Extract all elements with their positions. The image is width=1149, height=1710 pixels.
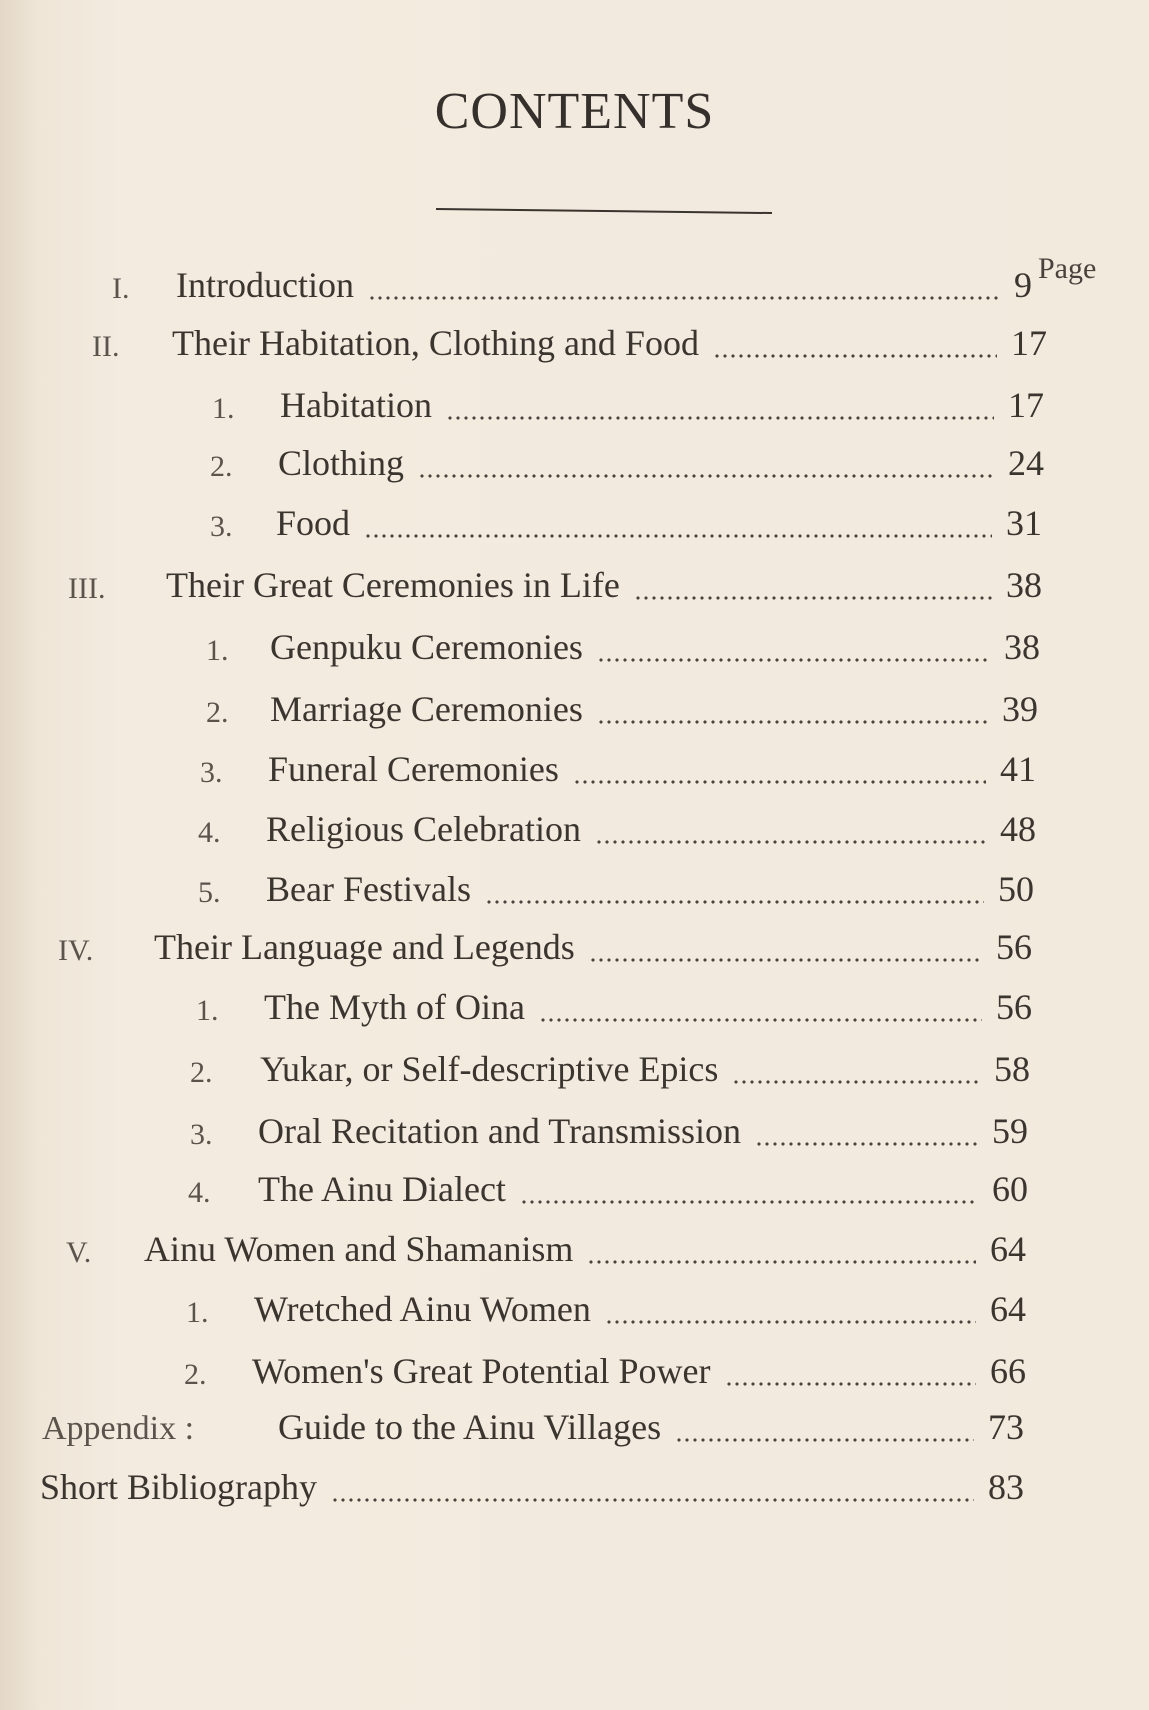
dot-leader (418, 474, 994, 478)
entry-page-number: 31 (1006, 503, 1042, 543)
entry-title: Introduction (176, 265, 354, 305)
entry-page-number: 41 (1000, 749, 1036, 789)
dot-leader (539, 1018, 982, 1022)
dot-leader (725, 1382, 977, 1386)
dot-leader (364, 534, 992, 538)
dot-leader (587, 1260, 976, 1264)
entry-number: IV. (58, 934, 94, 967)
entry-title: Bear Festivals (266, 869, 471, 909)
entry-title: Genpuku Ceremonies (270, 627, 583, 667)
toc-entry (264, 984, 1040, 1028)
toc-entry (166, 562, 1050, 606)
entry-number: 5. (198, 876, 221, 909)
dot-leader (446, 416, 994, 420)
toc-entry (252, 1348, 1034, 1392)
entry-title: Yukar, or Self-descriptive Epics (260, 1049, 719, 1089)
entry-page-number: 66 (990, 1351, 1026, 1391)
entry-number: 2. (190, 1056, 213, 1089)
page-column-header: Page (1038, 252, 1097, 285)
dot-leader (368, 296, 1000, 300)
toc-entry (40, 1464, 1032, 1508)
toc-entry (144, 1226, 1034, 1270)
entry-page-number: 73 (988, 1407, 1024, 1447)
entry-page-number: 58 (994, 1049, 1030, 1089)
entry-title: Their Language and Legends (154, 927, 575, 967)
entry-title: Funeral Ceremonies (268, 749, 559, 789)
dot-leader (589, 958, 982, 962)
entry-number: II. (92, 330, 120, 363)
entry-title: The Ainu Dialect (258, 1169, 506, 1209)
toc-entry (176, 262, 1058, 306)
entry-number: Appendix : (42, 1410, 195, 1447)
entry-page-number: 64 (990, 1289, 1026, 1329)
dot-leader (573, 780, 986, 784)
entry-page-number: 39 (1002, 689, 1038, 729)
entry-title: Oral Recitation and Transmission (258, 1111, 741, 1151)
entry-page-number: 56 (996, 927, 1032, 967)
entry-page-number: 48 (1000, 809, 1036, 849)
toc-entry (280, 382, 1052, 426)
page-title: CONTENTS (434, 83, 715, 140)
entry-page-number: 24 (1008, 443, 1044, 483)
entry-number: V. (66, 1236, 92, 1269)
entry-page-number: 83 (988, 1467, 1024, 1507)
toc-entry (258, 1166, 1036, 1210)
dot-leader (595, 840, 986, 844)
entry-title: Their Great Ceremonies in Life (166, 565, 620, 605)
entry-number: 4. (188, 1176, 211, 1209)
entry-page-number: 60 (992, 1169, 1028, 1209)
entry-page-number: 64 (990, 1229, 1026, 1269)
toc-entry (172, 320, 1055, 364)
entry-title: Short Bibliography (40, 1467, 317, 1507)
dot-leader (634, 596, 992, 600)
entry-title: Religious Celebration (266, 809, 581, 849)
toc-entry (268, 746, 1044, 790)
entry-number: 3. (190, 1118, 213, 1151)
toc-entry (276, 500, 1050, 544)
entry-number: 2. (184, 1358, 207, 1391)
entry-number: III. (68, 572, 106, 605)
toc-entry (266, 806, 1044, 850)
entry-title: Marriage Ceremonies (270, 689, 583, 729)
toc-entry (270, 624, 1048, 668)
toc-entry (258, 1108, 1036, 1152)
entry-page-number: 50 (998, 869, 1034, 909)
dot-leader (597, 658, 990, 662)
entry-page-number: 9 (1014, 265, 1032, 305)
entry-page-number: 59 (992, 1111, 1028, 1151)
toc-entry (254, 1286, 1034, 1330)
entry-title: Clothing (278, 443, 405, 483)
entry-title: Wretched Ainu Women (254, 1289, 591, 1329)
dot-leader (732, 1080, 980, 1084)
entry-title: Women's Great Potential Power (252, 1351, 711, 1391)
entry-number: I. (112, 272, 130, 305)
dot-leader (755, 1142, 978, 1146)
entry-number: 3. (200, 756, 223, 789)
toc-entry (278, 440, 1052, 484)
dot-leader (331, 1498, 974, 1502)
entry-number: 2. (210, 450, 233, 483)
dot-leader (597, 720, 988, 724)
dot-leader (605, 1320, 976, 1324)
entry-title: Habitation (280, 385, 432, 425)
toc-entry (270, 686, 1046, 730)
dot-leader (485, 900, 984, 904)
entry-title: Ainu Women and Shamanism (144, 1229, 574, 1269)
toc-entry (154, 924, 1040, 968)
toc-entry (266, 866, 1042, 910)
entry-number: 1. (186, 1296, 209, 1329)
entry-number: 2. (206, 696, 229, 729)
entry-page-number: 17 (1011, 323, 1047, 363)
entry-page-number: 38 (1004, 627, 1040, 667)
dot-leader (675, 1438, 974, 1442)
entry-number: 4. (198, 816, 221, 849)
entry-page-number: 17 (1008, 385, 1044, 425)
entry-page-number: 38 (1006, 565, 1042, 605)
dot-leader (713, 354, 997, 358)
toc-entry (260, 1046, 1038, 1090)
entry-title: The Myth of Oina (264, 987, 525, 1027)
dot-leader (520, 1200, 978, 1204)
entry-page-number: 56 (996, 987, 1032, 1027)
entry-number: 3. (210, 510, 233, 543)
entry-number: 1. (196, 994, 219, 1027)
entry-title: Food (276, 503, 351, 543)
entry-title: Their Habitation, Clothing and Food (172, 323, 699, 363)
toc-entry (278, 1404, 1032, 1448)
entry-title: Guide to the Ainu Villages (278, 1407, 662, 1447)
entry-number: 1. (206, 634, 229, 667)
entry-number: 1. (212, 392, 235, 425)
title-rule (436, 208, 772, 214)
